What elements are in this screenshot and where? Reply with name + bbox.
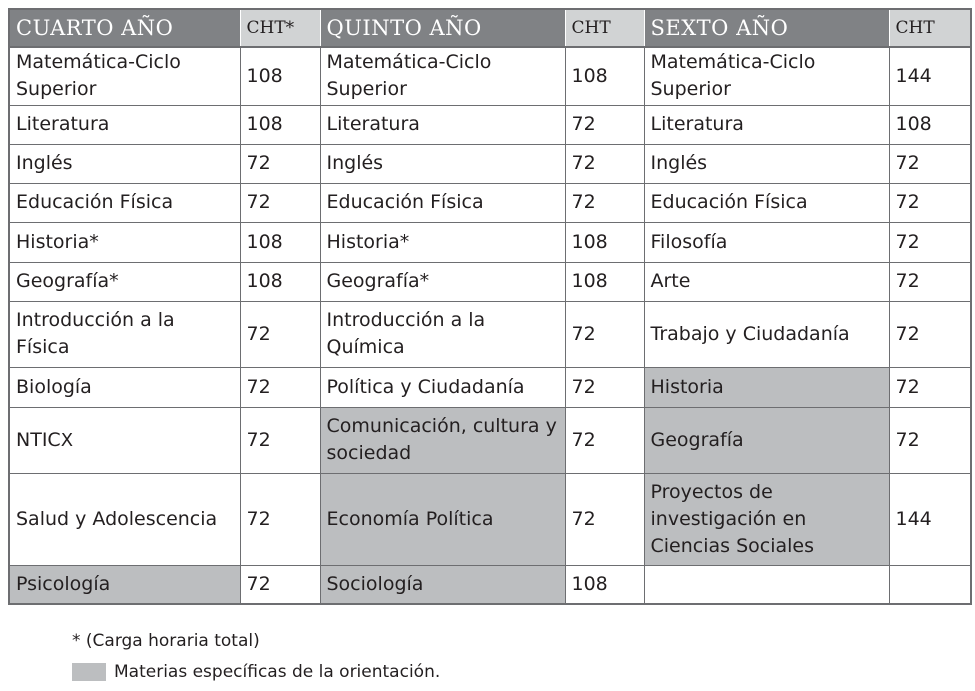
subject-cell: Geografía* xyxy=(320,262,565,301)
hours-cell: 108 xyxy=(565,262,644,301)
subject-cell: Literatura xyxy=(644,105,889,144)
table-row xyxy=(9,262,971,301)
subject-cell-specific: Sociología xyxy=(320,565,565,604)
subject-cell: Trabajo y Ciudadanía xyxy=(644,301,889,367)
hours-cell: 108 xyxy=(889,105,971,144)
cht-header-quinto: CHT xyxy=(565,9,644,47)
empty-cell xyxy=(644,565,889,604)
hours-cell: 108 xyxy=(240,105,320,144)
ntic-prefix: NTIC xyxy=(16,428,61,451)
subject-cell: Filosofía xyxy=(644,222,889,262)
subject-cell: Introducción a la Química xyxy=(320,301,565,367)
subject-cell-specific: Psicología xyxy=(9,565,240,604)
hours-cell: 144 xyxy=(889,473,971,565)
subject-cell: Matemática-Ciclo Superior xyxy=(9,47,240,105)
subject-cell: Introducción a la Física xyxy=(9,301,240,367)
hours-cell: 72 xyxy=(889,407,971,473)
hours-cell: 72 xyxy=(889,144,971,183)
subject-cell: Historia* xyxy=(9,222,240,262)
legend-swatch xyxy=(72,663,106,681)
subject-cell-specific: Comunicación, cultura y sociedad xyxy=(320,407,565,473)
table-row xyxy=(9,47,971,105)
subject-cell: Educación Física xyxy=(320,183,565,222)
subject-cell-specific: Geografía xyxy=(644,407,889,473)
year-header-quinto: QUINTO AÑO xyxy=(320,9,565,47)
hours-cell: 72 xyxy=(240,144,320,183)
hours-cell: 108 xyxy=(565,47,644,105)
subject-cell: Literatura xyxy=(320,105,565,144)
subject-cell: Educación Física xyxy=(644,183,889,222)
hours-cell: 72 xyxy=(565,144,644,183)
table-row xyxy=(9,367,971,407)
footnote: * (Carga horaria total) xyxy=(72,631,260,651)
subject-cell: Matemática-Ciclo Superior xyxy=(644,47,889,105)
curriculum-table-wrapper xyxy=(8,8,972,605)
empty-cell xyxy=(889,565,971,604)
subject-cell: Inglés xyxy=(320,144,565,183)
table-row xyxy=(9,565,971,604)
subject-cell: Matemática-Ciclo Superior xyxy=(320,47,565,105)
hours-cell: 72 xyxy=(240,367,320,407)
hours-cell: 72 xyxy=(565,183,644,222)
hours-cell: 72 xyxy=(240,473,320,565)
hours-cell: 108 xyxy=(565,565,644,604)
subject-cell: Inglés xyxy=(644,144,889,183)
hours-cell: 144 xyxy=(889,47,971,105)
hours-cell: 72 xyxy=(889,262,971,301)
header-row xyxy=(9,9,971,47)
table-row xyxy=(9,105,971,144)
hours-cell: 72 xyxy=(565,407,644,473)
table-row xyxy=(9,407,971,473)
hours-cell: 72 xyxy=(240,301,320,367)
hours-cell: 72 xyxy=(565,301,644,367)
hours-cell: 72 xyxy=(565,105,644,144)
hours-cell: 108 xyxy=(240,222,320,262)
subject-cell: Biología xyxy=(9,367,240,407)
hours-cell: 72 xyxy=(889,301,971,367)
hours-cell: 72 xyxy=(240,183,320,222)
subject-cell: Historia* xyxy=(320,222,565,262)
table-row xyxy=(9,222,971,262)
legend-specific xyxy=(72,660,440,684)
table-row xyxy=(9,301,971,367)
subject-cell-specific: Historia xyxy=(644,367,889,407)
hours-cell: 72 xyxy=(240,407,320,473)
hours-cell: 72 xyxy=(565,473,644,565)
hours-cell: 108 xyxy=(565,222,644,262)
hours-cell: 72 xyxy=(565,367,644,407)
subject-cell-specific: Economía Política xyxy=(320,473,565,565)
hours-cell: 72 xyxy=(240,565,320,604)
curriculum-table xyxy=(8,8,972,605)
subject-cell: Inglés xyxy=(9,144,240,183)
subject-cell xyxy=(9,407,240,473)
subject-cell: Salud y Adolescencia xyxy=(9,473,240,565)
subject-cell-specific: Proyectos de investigación en Ciencias Sociales xyxy=(644,473,889,565)
year-header-cuarto: CUARTO AÑO xyxy=(9,9,240,47)
hours-cell: 72 xyxy=(889,183,971,222)
hours-cell: 72 xyxy=(889,222,971,262)
year-header-sexto: SEXTO AÑO xyxy=(644,9,889,47)
hours-cell: 72 xyxy=(889,367,971,407)
ntic-suffix: X xyxy=(60,429,74,451)
hours-cell: 108 xyxy=(240,262,320,301)
subject-cell: Educación Física xyxy=(9,183,240,222)
subject-cell: Literatura xyxy=(9,105,240,144)
cht-header-cuarto: CHT* xyxy=(240,9,320,47)
table-row xyxy=(9,183,971,222)
subject-cell: Geografía* xyxy=(9,262,240,301)
legend-specific-label: Materias específicas de la orientación. xyxy=(114,662,441,682)
table-row xyxy=(9,144,971,183)
cht-header-sexto: CHT xyxy=(889,9,971,47)
subject-cell: Política y Ciudadanía xyxy=(320,367,565,407)
hours-cell: 108 xyxy=(240,47,320,105)
subject-cell: Arte xyxy=(644,262,889,301)
table-row xyxy=(9,473,971,565)
